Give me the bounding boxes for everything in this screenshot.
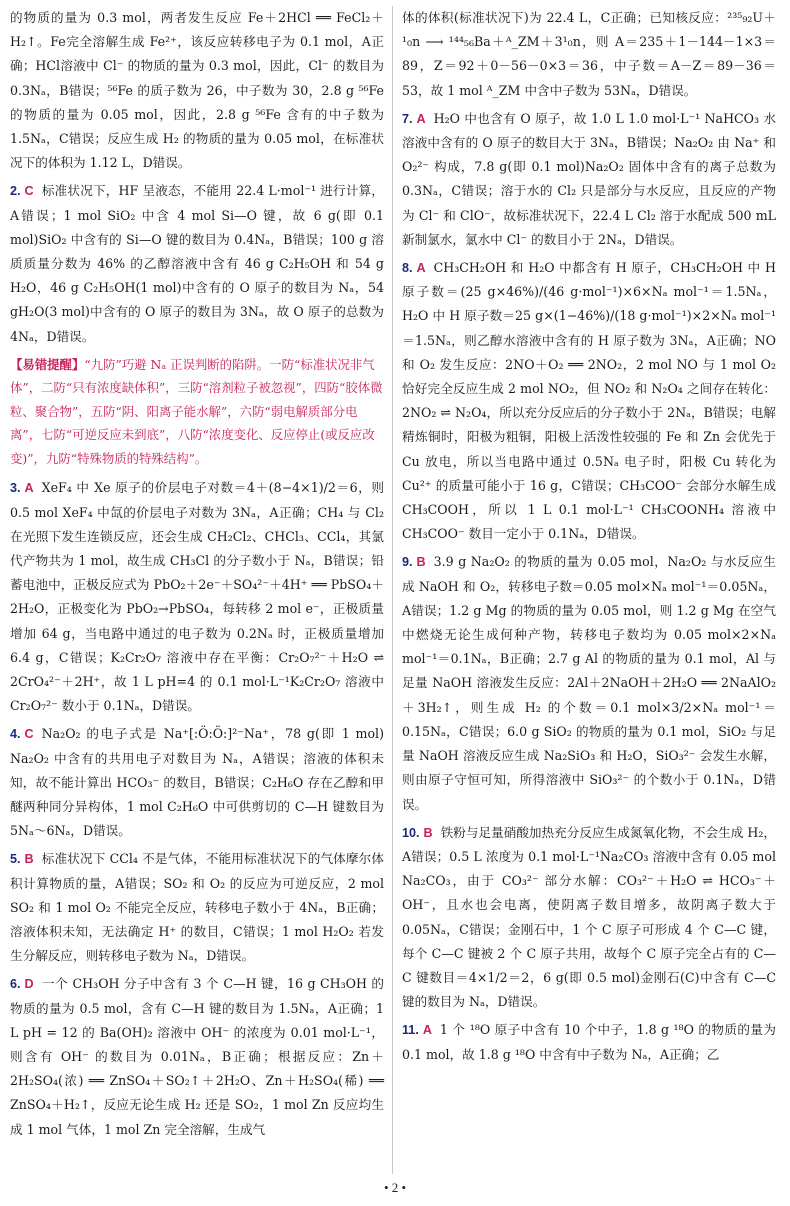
column-divider	[392, 6, 393, 1174]
question-number: 4.	[10, 727, 21, 742]
answer-explanation: XeF₄ 中 Xe 原子的价层电子对数＝4＋(8−4×1)/2＝6，则 0.5 mol XeF₄ 中氙的价层电子对数为 3Nₐ，A正确；CH₄ 与 Cl₂ 在光照下发生连锁反应，还会生成 CH₂Cl₂、CHCl₃、CCl₄，其氯代产物共为 1 mol，故生成 CH₃Cl 的分子数小于 Nₐ，B错误；铅蓄电池中，正极反应式为 PbO₂＋2e⁻＋SO₄²⁻＋4H⁺ ══ PbSO₄＋2H₂O，正极变化为 PbO₂→PbSO₄，每转移 2 mol e⁻，正极质量增加 64 g，当电路中通过的电子数为 0.2Nₐ 时，正极质量增加 6.4 g，C错误；K₂Cr₂O₇ 溶液中存在平衡：Cr₂O₇²⁻＋H₂O ⇌ 2CrO₄²⁻＋2H⁺，故 1 L pH=4 的 0.1 mol·L⁻¹K₂Cr₂O₇ 溶液中 Cr₂O₇²⁻ 数小于 0.1Nₐ，D错误。	[10, 480, 384, 714]
answer-letter: B	[24, 852, 34, 867]
answer-explanation: 1 个 ¹⁸O 原子中含有 10 个中子，1.8 g ¹⁸O 的物质的量为 0.1 mol，故 1.8 g ¹⁸O 中含有中子数为 Nₐ，A正确；乙	[402, 1022, 776, 1062]
question-number: 5.	[10, 852, 21, 867]
answer-explanation: 标准状况下 CCl₄ 不是气体，不能用标准状况下的气体摩尔体积计算物质的量，A错误；SO₂ 和 O₂ 的反应为可逆反应，2 mol SO₂ 和 1 mol O₂ 不能完全反应，转移电子数小于 4Nₐ，B正确；溶液体积未知，无法确定 H⁺ 的数目，C错误；1 mol H₂O₂ 若发生分解反应，则转移电子数为 Nₐ，D错误。	[10, 851, 384, 964]
answer-4	[10, 722, 384, 843]
question-number: 8.	[402, 261, 413, 276]
answer-explanation: 一个 CH₃OH 分子中含有 3 个 C—H 键，16 g CH₃OH 的物质的量为 0.5 mol，含有 C—H 键的数目为 1.5Nₐ，A正确；1 L pH = 12 的 Ba(OH)₂ 溶液中 OH⁻ 的浓度为 0.01 mol·L⁻¹，则含有 OH⁻ 的数目为 0.01Nₐ，B正确；根据反应：Zn＋2H₂SO₄(浓) ══ ZnSO₄＋SO₂↑＋2H₂O、Zn＋H₂SO₄(稀) ══ ZnSO₄＋H₂↑，反应无论生成 H₂ 还是 SO₂，1 mol Zn 反应均生成 1 mol 气体，1 mol Zn 完全溶解，生成气	[10, 976, 384, 1137]
left-continuation-paragraph: 的物质的量为 0.3 mol，两者发生反应 Fe＋2HCl ══ FeCl₂＋H₂↑。Fe完全溶解生成 Fe²⁺，该反应转移电子为 0.1 mol，A正确；HCl溶液中 Cl⁻ 的物质的量为 0.3 mol，因此，Cl⁻ 的数目为 0.3Nₐ，B错误；⁵⁶Fe 的质子数为 26，中子数为 30，2.8 g ⁵⁶Fe 的物质的量为 0.05 mol，因此，2.8 g ⁵⁶Fe 含有的中子数为 1.5Nₐ，C错误；反应生成 H₂ 的物质的量为 0.05 mol，在标准状况下的体积为 1.12 L，D错误。	[10, 10, 384, 171]
question-number: 2.	[10, 184, 21, 199]
answer-letter: A	[416, 111, 426, 126]
answer-letter: B	[423, 825, 433, 840]
answer-7	[402, 107, 776, 252]
question-number: 11.	[402, 1023, 419, 1038]
answer-explanation: Na₂O₂ 的电子式是 Na⁺[:Ö:Ö:]²⁻Na⁺，78 g(即 1 mol) Na₂O₂ 中含有的共用电子对数目为 Nₐ，A错误；溶液的体积未知，故不能计算出 HCO₃⁻ 的数目，B错误；C₂H₆O 存在乙醇和甲醚两种同分异构体，1 mol C₂H₆O 中可供剪切的 C—H 键数目为 5Nₐ～6Nₐ，D错误。	[10, 726, 384, 839]
answer-explanation: 标准状况下，HF 呈液态，不能用 22.4 L·mol⁻¹ 进行计算，A错误；1 mol SiO₂ 中含 4 mol Si—O 键，故 6 g(即 0.1 mol)SiO₂ 中含有的 Si—O 键的数目为 0.4Nₐ，B错误；100 g 溶质质量分数为 46% 的乙醇溶液中含有 46 g C₂H₅OH 和 54 g H₂O，46 g C₂H₅OH(1 mol)中含有的 O 原子的数目为 Nₐ，54 gH₂O(3 mol)中含有的 O 原子的数目为 3Nₐ，故 O 原子的总数为 4Nₐ，D错误。	[10, 183, 384, 344]
answer-letter: D	[24, 977, 34, 992]
answer-explanation: CH₃CH₂OH 和 H₂O 中都含有 H 原子，CH₃CH₂OH 中 H 原子数＝(25 g×46%)/(46 g·mol⁻¹)×6×Nₐ mol⁻¹＝1.5Nₐ，H₂O 中 H 原子数＝25 g×(1−46%)/(18 g·mol⁻¹)×2×Nₐ mol⁻¹＝1.5Nₐ，则乙醇水溶液中含有的 H 原子数为 3Nₐ，A正确；NO 和 O₂ 发生反应：2NO＋O₂ ══ 2NO₂，2 mol NO 与 1 mol O₂ 恰好完全反应生成 2 mol NO₂，但 NO₂ 和 N₂O₄ 之间存在转化：2NO₂ ⇌ N₂O₄，所以充分反应后的分子数小于 2Nₐ，B错误；电解精炼铜时，阳极为粗铜，阳极上活泼性较强的 Fe 和 Zn 会优先于 Cu 放电，所以当电路中通过 0.5Nₐ 电子时，阳极 Cu 转化为 Cu²⁺ 的质量可能小于 16 g，C错误；CH₃COO⁻ 会部分水解生成 CH₃COOH，所以 1 L 0.1 mol·L⁻¹ CH₃COONH₄ 溶液中 CH₃COO⁻ 数目一定小于 0.1Nₐ，D错误。	[402, 260, 776, 542]
answer-letter: B	[416, 555, 426, 570]
answer-letter: C	[24, 727, 34, 742]
answer-letter: A	[416, 261, 426, 276]
right-continuation-paragraph: 体的体积(标准状况下)为 22.4 L，C正确；已知核反应：²³⁵₉₂U＋¹₀n ⟶ ¹⁴⁴₅₆Ba＋ᴬ_ZM＋3¹₀n，则 A＝235＋1－144－1×3＝89，Z＝92＋0－56－0×3＝36，中子数＝A－Z＝89－36＝53，故 1 mol ᴬ_ZM 中含中子数为 53Nₐ，D错误。	[402, 10, 776, 98]
right-column	[402, 6, 776, 1071]
answer-2	[10, 179, 384, 348]
question-number: 9.	[402, 555, 413, 570]
answer-9	[402, 550, 776, 816]
answer-letter: A	[24, 481, 34, 496]
question-number: 7.	[402, 111, 413, 126]
answer-explanation: H₂O 中也含有 O 原子，故 1.0 L 1.0 mol·L⁻¹ NaHCO₃ 水溶液中含有的 O 原子的数目大于 3Nₐ，B错误；Na₂O₂ 由 Na⁺ 和 O₂²⁻ 构成，7.8 g(即 0.1 mol)Na₂O₂ 固体中含有的离子总数为 0.3Nₐ，C错误；溶于水的 Cl₂ 只是部分与水反应，且反应的产物为 Cl⁻ 和 ClO⁻，故标准状况下，22.4 L Cl₂ 溶于水配成 500 mL 新制氯水，氯水中 Cl⁻ 的数目小于 2Nₐ，D错误。	[402, 110, 776, 247]
tip-text: “九防”巧避 Nₐ 正误判断的陷阱。一防“标准状况非气体”，二防“只有浓度缺体积”，三防“溶剂粒子被忽视”，四防“胶体微粒、聚合物”，五防“阴、阳离子能水解”，六防“弱电解质部分电离”，七防“可逆反应未到底”，八防“浓度变化、反应停止(或反应改变)”，九防“特殊物质的特殊结构”。	[10, 356, 383, 466]
question-number: 10.	[402, 825, 420, 840]
question-number: 3.	[10, 481, 21, 496]
answer-explanation: 铁粉与足量硝酸加热充分反应生成氮氧化物，不会生成 H₂，A错误；0.5 L 浓度为 0.1 mol·L⁻¹Na₂CO₃ 溶液中含有 0.05 mol Na₂CO₃，由于 CO₃²⁻ 部分水解：CO₃²⁻＋H₂O ⇌ HCO₃⁻＋OH⁻，且水也会电离，使阴离子数目增多，故阴离子数大于 0.05Nₐ，C错误；金刚石中，1 个 C 原子可形成 4 个 C—C 键，每个 C—C 键被 2 个 C 原子共用，故每个 C 原子完全占有的 C—C 键数目＝4×1/2＝2，6 g(即 0.5 mol)金刚石(C)中含有 C—C 键的数目为 Nₐ，D错误。	[402, 824, 776, 1010]
answer-5	[10, 847, 384, 968]
answer-11	[402, 1018, 776, 1066]
error-tip-box	[10, 353, 384, 471]
answer-8	[402, 256, 776, 546]
answer-10	[402, 821, 776, 1015]
answer-3	[10, 476, 384, 718]
question-number: 6.	[10, 977, 21, 992]
answer-6	[10, 972, 384, 1141]
page-number: • 2 •	[383, 1180, 407, 1195]
answer-explanation: 3.9 g Na₂O₂ 的物质的量为 0.05 mol，Na₂O₂ 与水反应生成 NaOH 和 O₂，转移电子数＝0.05 mol×Nₐ mol⁻¹＝0.05Nₐ，A错误；1.2 g Mg 的物质的量为 0.05 mol，则 1.2 g Mg 在空气中燃烧无论生成何种产物，转移电子数均为 0.05 mol×2×Nₐ mol⁻¹＝0.1Nₐ，B正确；2.7 g Al 的物质的量为 0.1 mol，Al 与足量 NaOH 溶液发生反应：2Al＋2NaOH＋2H₂O ══ 2NaAlO₂＋3H₂↑，则生成 H₂ 的个数＝0.1 mol×3/2×Nₐ mol⁻¹＝0.15Nₐ，C错误；6.0 g SiO₂ 的物质的量为 0.1 mol，SiO₂ 与足量 NaOH 溶液反应生成 Na₂SiO₃ 和 H₂O，SiO₃²⁻ 会发生水解，则由原子守恒可知，所得溶液中 SiO₃²⁻ 的个数小于 0.1Nₐ，D错误。	[402, 554, 776, 812]
answer-letter: A	[422, 1023, 432, 1038]
tip-label: 【易错提醒】	[10, 356, 85, 372]
answer-letter: C	[24, 184, 34, 199]
left-column	[10, 6, 384, 1146]
